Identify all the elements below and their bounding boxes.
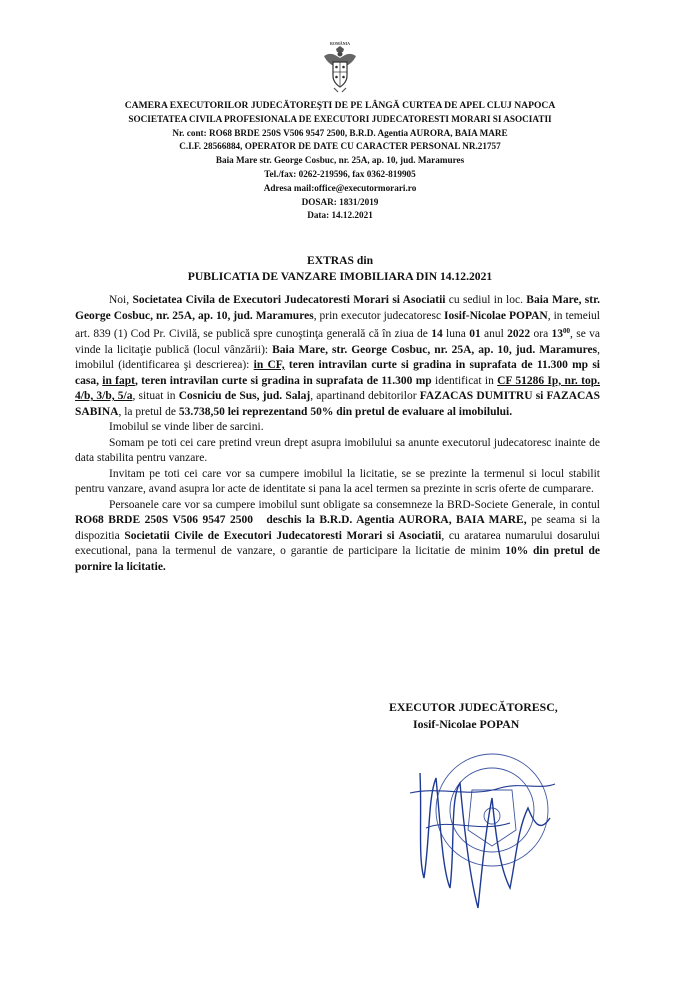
paragraph-free-of-charges: Imobilul se vinde liber de sarcini.: [109, 421, 264, 433]
address: Baia Mare str. George Cosbuc, nr. 25A, ap. 10, jud. Maramures: [215, 155, 465, 166]
email: Adresa mail:office@executormorari.ro: [263, 182, 417, 193]
signatory-name: Iosif-Nicolae POPAN: [413, 717, 520, 731]
handwritten-signature-icon: [410, 773, 555, 908]
signature-title: EXECUTOR JUDECĂTORESC,: [389, 700, 558, 714]
document-date: Data: 14.12.2021: [307, 210, 373, 221]
document-title: [60, 253, 620, 285]
case-number: DOSAR: 1831/2019: [301, 196, 379, 207]
letterhead: [60, 99, 620, 223]
company-name: SOCIETATEA CIVILA PROFESIONALA DE EXECUTORI JUDECATORESTI MORARI SI ASOCIATII: [128, 113, 552, 124]
executor-stamp-icon: [400, 738, 560, 913]
paragraph-summons: Somam pe toti cei care pretind vreun drept asupra imobilului sa anunte executorul judecatoresc inainte de data stabilita pentru vanzare.: [75, 436, 600, 464]
document-body: [75, 293, 600, 575]
phone-fax: Tel./fax: 0262-219596, fax 0362-819905: [264, 168, 416, 179]
chamber-name: CAMERA EXECUTORILOR JUDECĂTOREŞTI DE PE LÂNGĂ CURTEA DE APEL CLUJ NAPOCA: [124, 100, 556, 111]
title-line-2: PUBLICATIA DE VANZARE IMOBILIARA DIN 14.12.2021: [187, 270, 493, 283]
title-line-1: EXTRAS din: [306, 254, 374, 267]
svg-text:ROMÂNIA: ROMÂNIA: [330, 41, 350, 46]
paragraph-invitation: Invitam pe toti cei care vor sa cumpere imobilul la licitatie, se se prezinte la termenul si locul stabilit pentru vanzare, avand asupra lor acte de identitate si pana la acel termen sa prezinte in scris oferte de cumparare.: [75, 467, 600, 495]
fiscal-code: C.I.F. 28566884, OPERATOR DE DATE CU CARACTER PERSONAL NR.21757: [179, 141, 501, 152]
bank-account: Nr. cont: RO68 BRDE 250S V506 9547 2500, B.R.D. Agentia AURORA, BAIA MARE: [172, 127, 508, 138]
paragraph-announcement: Noi, Societatea Civila de Executori Judecatoresti Morari si Asociatii cu sediul in loc. Baia Mare, str. George Cosbuc, nr. 25A, ap. 10, jud. Maramures, prin executor judecatoresc Iosif-Nicolae POPAN, in temeiul art. 839 (1) Cod Pr. Civilă, se publică spre cunoştinţa generală că în ziua de 14 luna 01 anul 2022 ora $13^{00}$, se va vinde la licitaţie publică (locul vânzării): Baia Mare, str. George Cosbuc, nr. 25A, ap. 10, jud. Maramures, imobilul (identificarea şi descrierea): in CF, teren intravilan curte si gradina in suprafata de 11.300 mp si casa, in fapt, teren intravilan curte si gradina in suprafata de 11.300 mp identificat in CF 51286 Ip, nr. top. 4/b, 3/b, 5/a, situat in Cosniciu de Sus, jud. Salaj, apartinand debitorilor FAZACAS DUMITRU si FAZACAS SABINA, la pretul de 53.738,50 lei reprezentand 50% din pretul de evaluare al imobilului.: [75, 294, 601, 418]
paragraph-guarantee: Persoanele care vor sa cumpere imobilul sunt obligate sa consemneze la BRD-Societe Generale, in contul RO68 BRDE 250S V506 9547 2500 deschis la B.R.D. Agentia AURORA, BAIA MARE, pe seama si la dispozitia Societatii Civile de Executori Judecatoresti Morari si Asociatii, cu aratarea numarului dosarului executional, pana la termenul de vanzare, o garantie de participare la licitatie de minim 10% din pretul de pornire la licitatie.: [75, 498, 600, 573]
romania-coat-of-arms-icon: [320, 40, 360, 96]
